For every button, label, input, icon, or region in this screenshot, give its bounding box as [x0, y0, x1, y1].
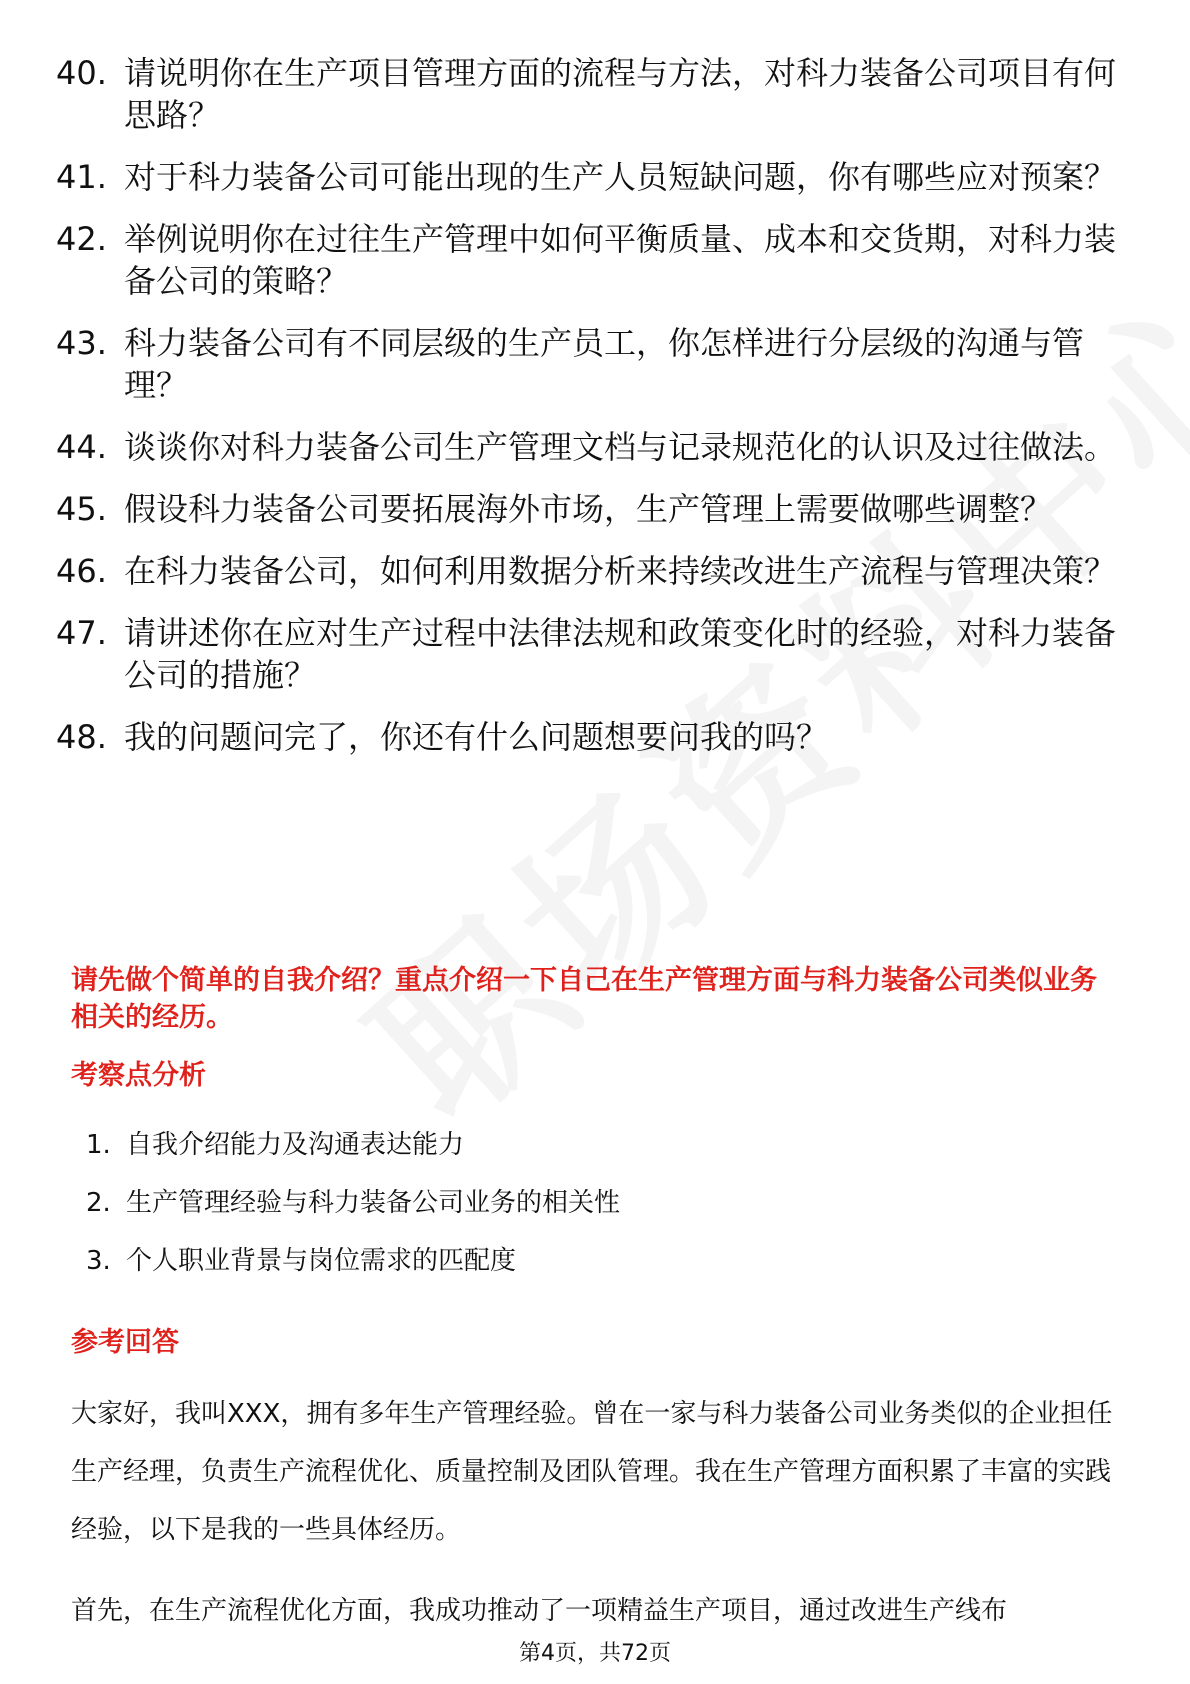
- answer-paragraph: 大家好，我叫XXX，拥有多年生产管理经验。曾在一家与科力装备公司业务类似的企业担任生产经理，负责生产流程优化、质量控制及团队管理。我在生产管理方面积累了丰富的实践经验，以下是我的一些具体经历。: [71, 1399, 1113, 1545]
- question-text: 在科力装备公司，如何利用数据分析来持续改进生产流程与管理决策？: [124, 552, 1117, 590]
- main-question-heading: 请先做个简单的自我介绍？重点介绍一下自己在生产管理方面与科力装备公司类似业务相关的经历。: [71, 965, 1097, 1033]
- question-number: 41.: [56, 158, 107, 196]
- question-text: 我的问题问完了，你还有什么问题想要问我的吗？: [124, 718, 829, 756]
- question-text: 请说明你在生产项目管理方面的流程与方法，对科力装备公司项目有何思路？: [124, 54, 1117, 134]
- analysis-point: [86, 1127, 620, 1163]
- question-number: 44.: [56, 428, 107, 466]
- question-text: 科力装备公司有不同层级的生产员工，你怎样进行分层级的沟通与管理？: [124, 324, 1085, 404]
- point-text: 自我介绍能力及沟通表达能力: [126, 1130, 465, 1160]
- analysis-point: [86, 1185, 620, 1221]
- analysis-points-list: [86, 1127, 620, 1301]
- point-number: 2.: [86, 1188, 111, 1218]
- question-number: 45.: [56, 490, 107, 528]
- question-item: [56, 322, 1116, 406]
- analysis-section-title: 考察点分析: [71, 1060, 206, 1091]
- question-number: 40.: [56, 54, 107, 92]
- page-footer: 第4页，共72页: [519, 1641, 671, 1666]
- question-text: 举例说明你在过往生产管理中如何平衡质量、成本和交货期，对科力装备公司的策略？: [124, 220, 1117, 300]
- question-number: 48.: [56, 718, 107, 756]
- question-item: [56, 52, 1116, 136]
- question-number: 42.: [56, 220, 107, 258]
- question-item: [56, 156, 1116, 198]
- question-item: [56, 716, 1116, 758]
- question-number: 46.: [56, 552, 107, 590]
- point-text: 生产管理经验与科力装备公司业务的相关性: [126, 1188, 621, 1218]
- question-number: 47.: [56, 614, 107, 652]
- point-number: 3.: [86, 1246, 111, 1276]
- point-number: 1.: [86, 1130, 111, 1160]
- question-item: [56, 612, 1116, 696]
- reference-section-title: 参考回答: [71, 1327, 179, 1358]
- question-item: [56, 550, 1116, 592]
- point-text: 个人职业背景与岗位需求的匹配度: [126, 1246, 517, 1276]
- question-text: 对于科力装备公司可能出现的生产人员短缺问题，你有哪些应对预案？: [124, 158, 1117, 196]
- question-text: 假设科力装备公司要拓展海外市场，生产管理上需要做哪些调整？: [124, 490, 1053, 528]
- question-item: [56, 426, 1116, 468]
- answer-paragraph: 首先，在生产流程优化方面，我成功推动了一项精益生产项目，通过改进生产线布: [71, 1596, 1008, 1626]
- analysis-point: [86, 1243, 620, 1279]
- question-text: 请讲述你在应对生产过程中法律法规和政策变化时的经验，对科力装备公司的措施？: [124, 614, 1117, 694]
- question-text: 谈谈你对科力装备公司生产管理文档与记录规范化的认识及过往做法。: [124, 428, 1117, 466]
- question-list: [56, 52, 1116, 778]
- question-number: 43.: [56, 324, 107, 362]
- question-item: [56, 488, 1116, 530]
- question-item: [56, 218, 1116, 302]
